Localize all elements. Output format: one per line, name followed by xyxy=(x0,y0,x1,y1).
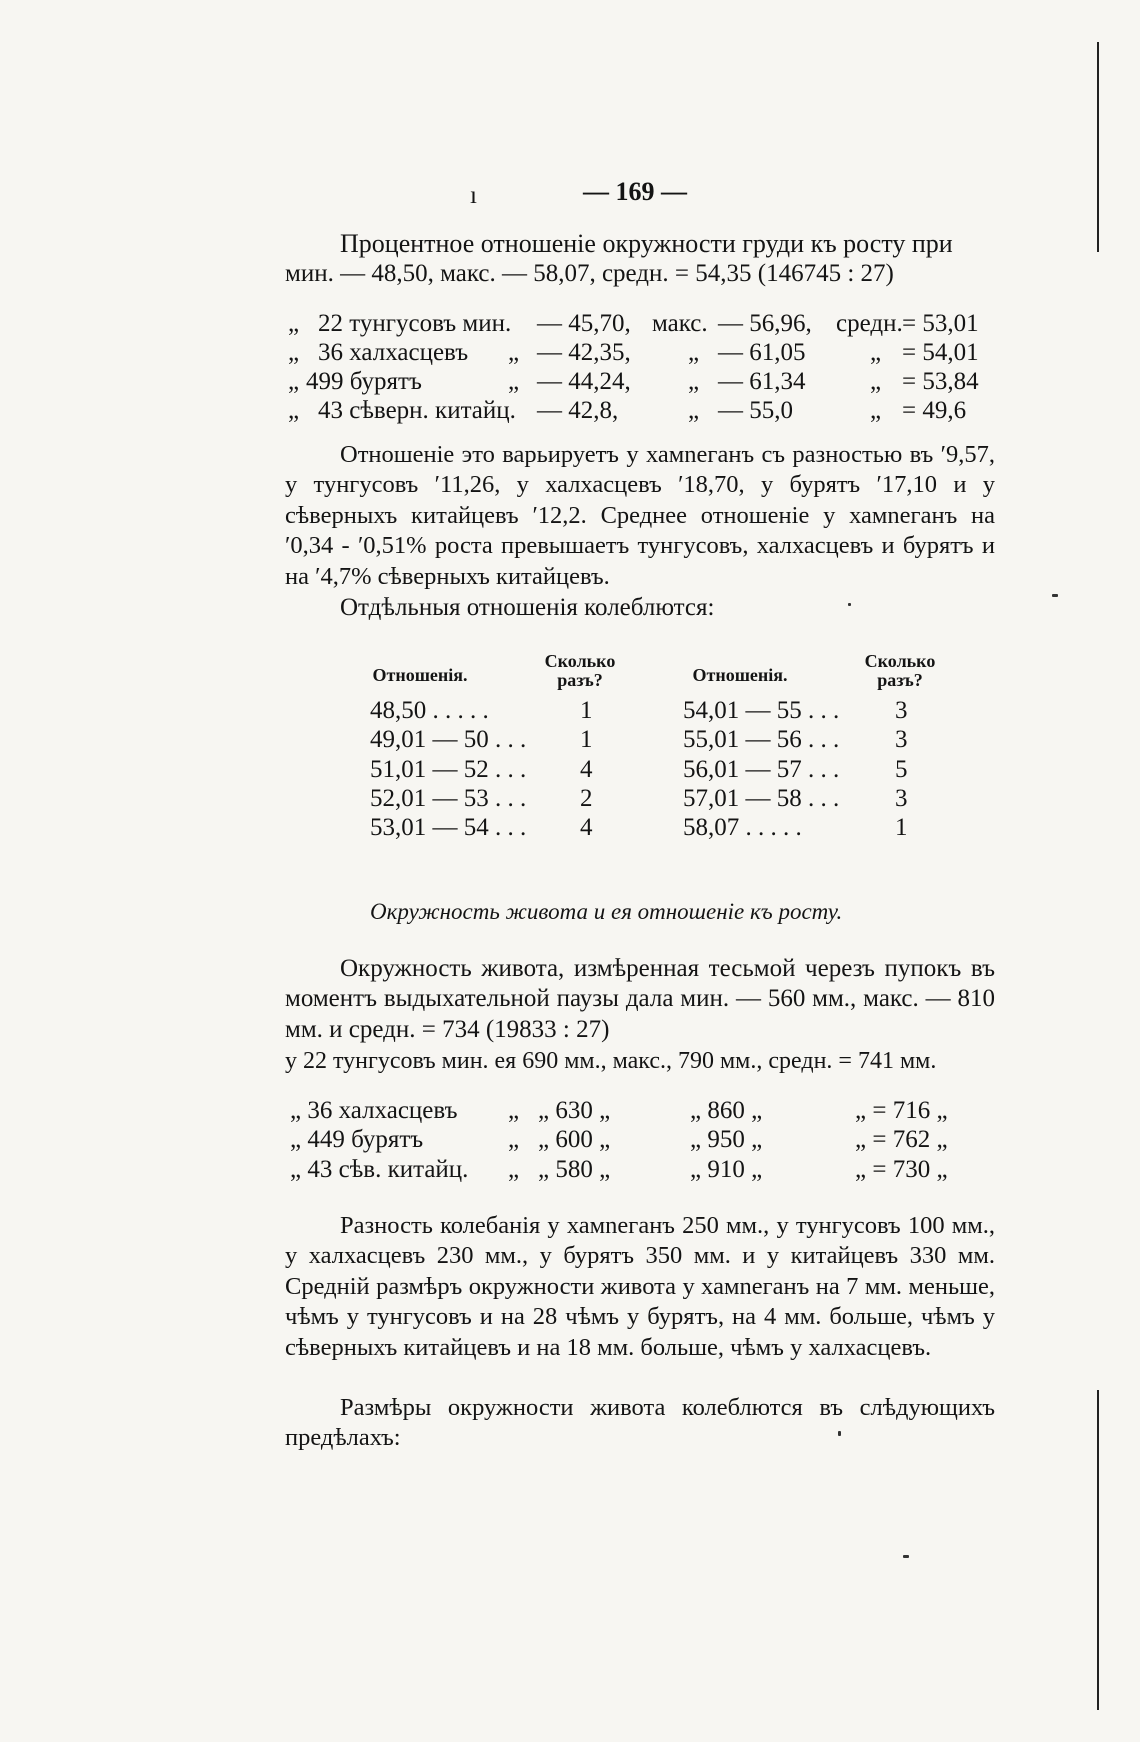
min-value: — 42,35, xyxy=(537,339,631,366)
scan-speck xyxy=(903,1555,909,1558)
group-label: 22 тунгусовъ мин. xyxy=(318,310,512,337)
avg-value: „ = 730 „ xyxy=(855,1156,948,1183)
col-header-count-right-1: Сколько xyxy=(864,651,936,671)
col-header-ratios-right: Отношенія. xyxy=(692,665,788,685)
ditto-mark: „ xyxy=(288,368,300,395)
chest-paragraph-1: Отношеніе это варьируетъ у хамneганъ съ разностью въ ′9,57, у тунгусовъ ′11,26, у халхасцевъ ′18,70, у бурятъ ′17,10 и у сѣверныхъ китайцевъ ′12,2. Среднее отношеніе у хамneганъ на ′0,34 - ′0,51% роста превышаетъ тунгусовъ, халхасцевъ и бурятъ и на ′4,7% сѣверныхъ китайцевъ. xyxy=(285,441,995,590)
avg-value: = 54,01 xyxy=(902,339,979,366)
ratio-range: 51,01 — 52 . . . xyxy=(370,756,527,783)
ratio-count: 3 xyxy=(895,726,908,753)
max-value: „ 860 „ xyxy=(690,1097,763,1124)
max-value: — 55,0 xyxy=(718,397,793,424)
ditto-mark: „ xyxy=(508,1156,520,1183)
chest-heading-line-1: Процентное отношеніе окружности груди къ росту при xyxy=(340,229,953,258)
max-value: „ 950 „ xyxy=(690,1126,763,1153)
ratio-range: 49,01 — 50 . . . xyxy=(370,726,527,753)
ratio-count: 1 xyxy=(895,814,908,841)
stray-mark: ı xyxy=(470,182,477,209)
scan-edge-line xyxy=(1097,42,1099,252)
ditto-mark: „ xyxy=(870,397,882,424)
ratio-range: 54,01 — 55 . . . xyxy=(683,697,840,724)
abdomen-heading: Окружность живота и ея отношеніе къ росту. xyxy=(370,899,843,924)
avg-value: = 49,6 xyxy=(902,397,967,424)
abdomen-paragraph-3: Размѣры окружности живота колеблются въ слѣдующихъ предѣлахъ: xyxy=(285,1394,995,1452)
page-number: — 169 — xyxy=(583,177,687,206)
avg-value: „ = 762 „ xyxy=(855,1126,948,1153)
ratio-count: 3 xyxy=(895,785,908,812)
ditto-mark: „ xyxy=(688,339,700,366)
ratio-count: 1 xyxy=(580,697,593,724)
ratio-range: 53,01 — 54 . . . xyxy=(370,814,527,841)
ditto-mark: „ xyxy=(508,368,520,395)
ratio-range: 48,50 . . . . . xyxy=(370,697,489,724)
min-value: — 45,70, xyxy=(537,310,631,337)
chest-heading-line-2: мин. — 48,50, макс. — 58,07, средн. = 54,35 (146745 : 27) xyxy=(285,260,894,287)
col-header-count-right-2: разъ? xyxy=(877,670,923,690)
ratio-range: 52,01 — 53 . . . xyxy=(370,785,527,812)
ditto-mark: „ xyxy=(288,397,300,424)
group-label: „ 43 сѣв. китайц. xyxy=(290,1156,469,1183)
max-value: — 61,05 xyxy=(718,339,806,366)
scan-speck xyxy=(838,1431,841,1436)
min-value: „ 580 „ xyxy=(538,1156,611,1183)
group-label: 499 бурятъ xyxy=(306,368,422,395)
ratio-count: 3 xyxy=(895,697,908,724)
ditto-mark: „ xyxy=(870,339,882,366)
min-value: — 44,24, xyxy=(537,368,631,395)
abdomen-line-tungus: у 22 тунгусовъ мин. ея 690 мм., макс., 790 мм., средн. = 741 мм. xyxy=(285,1048,937,1074)
ratio-count: 4 xyxy=(580,756,593,783)
chest-paragraph-2: Отдѣльныя отношенія колеблются: xyxy=(340,594,715,621)
ratio-count: 4 xyxy=(580,814,593,841)
ditto-mark: „ xyxy=(288,310,300,337)
ditto-mark: „ xyxy=(508,1126,520,1153)
avg-value: = 53,84 xyxy=(902,368,979,395)
avg-label: средн. xyxy=(836,310,903,337)
ditto-mark: „ xyxy=(688,368,700,395)
avg-value: = 53,01 xyxy=(902,310,979,337)
ditto-mark: „ xyxy=(508,1097,520,1124)
max-value: — 56,96, xyxy=(718,310,812,337)
min-value: — 42,8, xyxy=(537,397,619,424)
min-value: „ 630 „ xyxy=(538,1097,611,1124)
group-label: 43 сѣверн. китайц. xyxy=(318,397,516,424)
ratio-count: 2 xyxy=(580,785,593,812)
ratio-count: 5 xyxy=(895,756,908,783)
avg-value: „ = 716 „ xyxy=(855,1097,948,1124)
col-header-count-left-2: разъ? xyxy=(557,670,603,690)
ratio-range: 55,01 — 56 . . . xyxy=(683,726,840,753)
max-value: „ 910 „ xyxy=(690,1156,763,1183)
max-label: макс. xyxy=(652,310,708,337)
group-label: „ 36 халхасцевъ xyxy=(290,1097,458,1124)
group-label: 36 халхасцевъ xyxy=(318,339,469,366)
ditto-mark: „ xyxy=(508,339,520,366)
ratio-range: 56,01 — 57 . . . xyxy=(683,756,840,783)
group-label: „ 449 бурятъ xyxy=(290,1126,424,1153)
abdomen-paragraph-1: Окружность живота, измѣренная тесьмой черезъ пупокъ въ моментъ выдыхательной паузы дала мин. — 560 мм., макс. — 810 мм. и средн. = 734 (19833 : 27) xyxy=(285,955,995,1043)
ratio-count: 1 xyxy=(580,726,593,753)
ditto-mark: „ xyxy=(288,339,300,366)
ratio-range: 57,01 — 58 . . . xyxy=(683,785,840,812)
ratio-range: 58,07 . . . . . xyxy=(683,814,802,841)
abdomen-paragraph-2: Разность колебанія у хамneганъ 250 мм., у тунгусовъ 100 мм., у халхасцевъ 230 мм., у бурятъ 350 мм. и у китайцевъ 330 мм. Средній размѣръ окружности живота у хамneганъ на 7 мм. меньше, чѣмъ у тунгусовъ и на 28 чѣмъ у бурятъ, на 4 мм. больше, чѣмъ у сѣверныхъ китайцевъ и на 18 мм. больше, чѣмъ у халхасцевъ. xyxy=(285,1212,995,1361)
scan-speck xyxy=(848,603,851,606)
col-header-count-left-1: Сколько xyxy=(544,651,616,671)
ditto-mark: „ xyxy=(688,397,700,424)
scan-speck xyxy=(1052,594,1058,597)
max-value: — 61,34 xyxy=(718,368,806,395)
min-value: „ 600 „ xyxy=(538,1126,611,1153)
scan-edge-line-lower xyxy=(1097,1390,1099,1710)
col-header-ratios-left: Отношенія. xyxy=(372,665,468,685)
ditto-mark: „ xyxy=(870,368,882,395)
